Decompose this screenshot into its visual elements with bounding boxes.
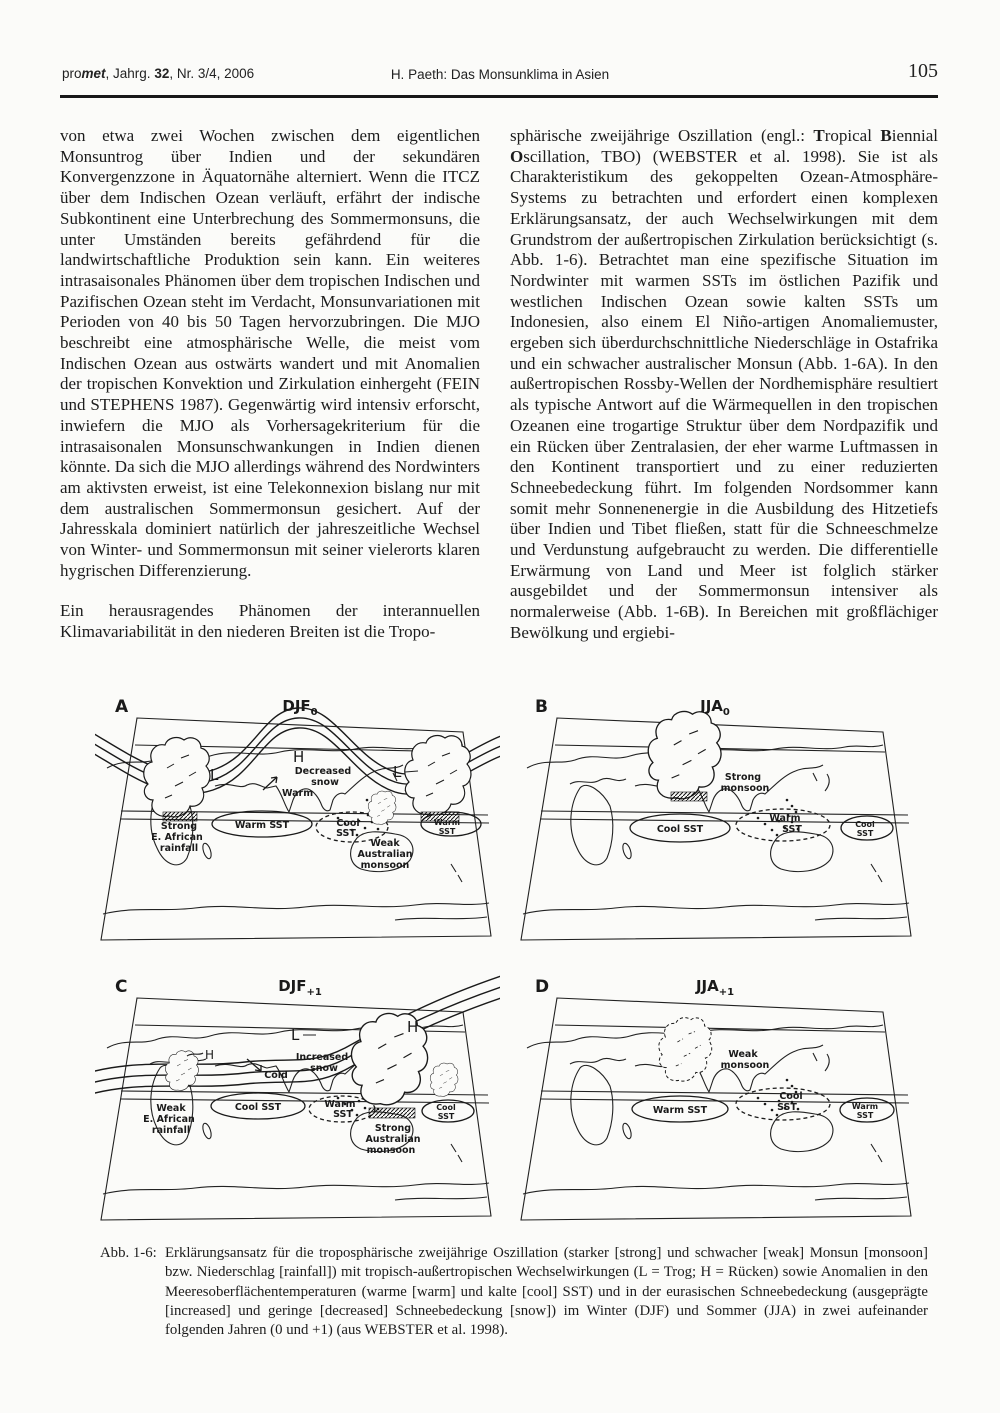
svg-text:monsoon: monsoon — [366, 1145, 416, 1156]
panel-title: $DJF_0$ — [282, 697, 318, 718]
svg-text:E. African: E. African — [143, 1114, 195, 1125]
journal-reference: promet, Jahrg. 32, Nr. 3/4, 2006 — [62, 66, 255, 81]
figure-panel-b — [515, 688, 920, 968]
east-african-rainfall-label: Strong — [160, 821, 198, 832]
svg-text:SST: SST — [336, 828, 356, 839]
cool-sst-east-label: Cool — [436, 1103, 456, 1112]
svg-text:SST: SST — [777, 1102, 797, 1113]
svg-text:snow: snow — [310, 1063, 338, 1074]
monsoon-label: Strong — [724, 772, 762, 783]
warm-sst-label: Warm SST — [234, 820, 290, 831]
east-african-rainfall-label: Weak — [156, 1103, 186, 1114]
cool-sst-label: Cool — [779, 1091, 803, 1102]
cool-sst-label: Cool SST — [234, 1102, 282, 1113]
svg-text:SST: SST — [438, 827, 456, 836]
panel-title: $JJA_0$ — [700, 697, 730, 718]
ridge-label-west: H — [205, 1048, 215, 1062]
figure-caption-text: Erklärungsansatz für die troposphärische zweijährige Oszillation (starker [strong] und schwacher [weak] Monsun [monsoon] bzw. Niederschlag [rainfall]) mit tropisch-außertropischen Wechselwirkungen (L = Trog; H = Rücken) sowie Anomalien in den Meeresoberflächentemperaturen (warme [warm] und kalte [cool] SST) und in der eurasischen Schneebedeckung (ausgeprägte [increased] und geringe [decreased] Schneebedeckung [snow]) im Winter (DJF) und Sommer (JJA) in zwei aufeinander folgenden Jahren (0 und +1) (aus WEBSTER et al. 1998). — [165, 1245, 928, 1339]
weak-convection-cloud-india — [659, 1018, 712, 1081]
cool-sst-east-label: Cool — [855, 820, 875, 829]
panel-letter: A — [115, 697, 129, 717]
figure-caption-label: Abb. 1-6: — [100, 1245, 157, 1261]
text-column-right — [510, 126, 938, 664]
warm-label: Warm — [282, 788, 314, 799]
cold-label: Cold — [264, 1070, 288, 1081]
figure-panel-d — [515, 968, 920, 1248]
svg-text:monsoon: monsoon — [360, 860, 410, 871]
warm-sst-east-label: Warm — [433, 818, 461, 827]
panel-letter: C — [115, 977, 128, 997]
trough-label-east: L — [393, 763, 402, 781]
panel-title: $DJF_{+1}$ — [278, 977, 322, 998]
rainfall-hatch-africa — [163, 812, 197, 821]
panel-letter: D — [535, 977, 550, 997]
figure-panel-c — [95, 968, 500, 1248]
svg-text:monsoon: monsoon — [720, 1060, 770, 1071]
australian-monsoon-label: Weak — [370, 838, 400, 849]
convection-cloud-pacific — [430, 1063, 458, 1096]
convection-cloud-africa — [165, 1051, 198, 1091]
figure-panel-a — [95, 688, 500, 968]
convection-cloud-india — [648, 711, 721, 798]
snow-label: Decreased — [294, 766, 352, 777]
panel-letter: B — [535, 697, 548, 717]
svg-text:SST: SST — [782, 824, 802, 835]
text-column-left — [60, 126, 480, 663]
svg-text:monsoon: monsoon — [720, 783, 770, 794]
convection-cloud-pacific — [405, 736, 471, 815]
warm-sst-east-label: Warm — [851, 1102, 879, 1111]
paragraph: von etwa zwei Wochen zwischen dem eigentlichen Monsuntrog über Indien und der sekundären Konvergenzzone in Äquatornähe alterniert. Wenn die ITCZ über dem Indischen Ozean verläuft, erfährt der indische Subkontinent eine Unterbrechung des Sommermonsuns, die unter Umständen bereits gefährdend für die landwirtschaftliche Produktion sein kann. Ein weiteres intrasaisonales Phänomen über dem tropischen Indischen und Pazifischen Ozean steht im Verdacht, Monsunvariationen mit Perioden von 40 bis 50 Tagen hervorzubringen. Die MJO beschreibt eine atmosphärische Welle, die meist vom Indischen Ozean aus ostwärts wandert und mit Anomalien der tropischen Konvektion und Zirkulation einhergeht (FEIN und STEPHENS 1987). Gegenwärtig wird intensiv erforscht, inwiefern die MJO als Vorhersagekriterium für die intrasaisonalen Monsunschwankungen in Indien dienen könnte. Da sich die MJO allerdings während des Nordwinters am aktivsten erweist, ist eine Telekonnexion bislang nur mit dem australischen Sommermonsun gesichert. Auf der Jahresskala dominiert natürlich der jahreszeitliche Wechsel von Winter- und Sommermonsun mit seiner vielerorts klaren hygrischen Differenzierung. — [60, 126, 480, 580]
warm-sst-label: Warm — [324, 1099, 356, 1110]
page-number: 105 — [908, 60, 938, 82]
ridge-label-east: H — [407, 1018, 419, 1036]
svg-text:rainfall: rainfall — [151, 1125, 191, 1136]
warm-sst-label: Warm — [769, 813, 801, 824]
paragraph: Ein herausragendes Phänomen der interannuellen Klimavariabilität in den niederen Breiten ist die Tropo- — [60, 601, 480, 642]
trough-label: L — [291, 1026, 300, 1044]
panel-title: $JJA_{+1}$ — [695, 977, 735, 998]
svg-text:E. African: E. African — [151, 832, 203, 843]
snow-label: Increased — [295, 1052, 349, 1063]
warm-sst-label: Warm SST — [652, 1105, 708, 1116]
australian-monsoon-label: Strong — [374, 1123, 412, 1134]
svg-text:SST: SST — [437, 1112, 455, 1121]
warm-advection-arrow — [263, 777, 277, 790]
svg-text:SST: SST — [856, 1111, 874, 1120]
svg-text:SST: SST — [333, 1109, 353, 1120]
convection-cloud-africa — [144, 738, 210, 817]
cool-sst-label: Cool — [336, 818, 360, 829]
paragraph: sphärische zweijährige Oszillation (engl.: Tropical Biennial Oscillation, TBO) (WEBSTER et al. 1998). Sie ist als Charakteristikum des gekoppelten Ozean-Atmosphäre-Systems zu betrachten und erfordert einen komplexen Erklärungsansatz, der auch Wechselwirkungen mit dem Grundstrom der außertropischen Zirkulation berücksichtigt (s. Abb. 1-6). Betrachtet man eine spezifische Situation im Nordwinter mit warmen SSTs im östlichen Pazifik und westlichen Indischen Ozean sowie kalten SSTs um Indonesien, also einem El Niño-artigen Anomaliemuster, ergeben sich überdurchschnittliche Niederschläge in Ostafrika und ein schwacher australischer Monsun (Abb. 1-6A). In den außertropischen Rossby-Wellen der Nordhemisphäre resultiert als typische Antwort auf die Wärmequellen in den tropischen Ozeanen eine trogartige Struktur über dem Nordpazifik und ein Rücken über Zentralasien, der eher warme Luftmassen in den Kontinent transportiert und zu einer reduzierten Schneebedeckung führt. Im folgenden Nordsommer kann somit mehr Sonnenenergie in die Ausbildung des Hitzetiefs über Indien und Tibet fließen, statt für die Schneeschmelze und Verdunstung aufgebraucht zu werden. Die differentielle Erwärmung von Land und Meer ist folglich stärker ausgebildet und der Sommermonsun intensiver als normalerweise (Abb. 1-6B). In Bereichen mit großflächiger Bewölkung und ergiebi- — [510, 126, 939, 642]
running-title: H. Paeth: Das Monsunklima in Asien — [390, 67, 610, 82]
svg-text:Australian: Australian — [357, 849, 413, 860]
cool-sst-label: Cool SST — [656, 824, 704, 835]
svg-text:snow: snow — [311, 777, 339, 788]
monsoon-label: Weak — [728, 1049, 758, 1060]
convection-cloud-australia — [368, 791, 396, 824]
svg-text:SST: SST — [856, 829, 874, 838]
header-rule — [60, 95, 938, 98]
ridge-label: H — [293, 748, 305, 766]
trough-label-west: L — [210, 766, 219, 784]
svg-text:Australian: Australian — [365, 1134, 421, 1145]
rainfall-hatch-australia — [369, 1108, 415, 1118]
svg-text:rainfall: rainfall — [159, 843, 199, 854]
rainfall-hatch-india — [671, 792, 707, 801]
